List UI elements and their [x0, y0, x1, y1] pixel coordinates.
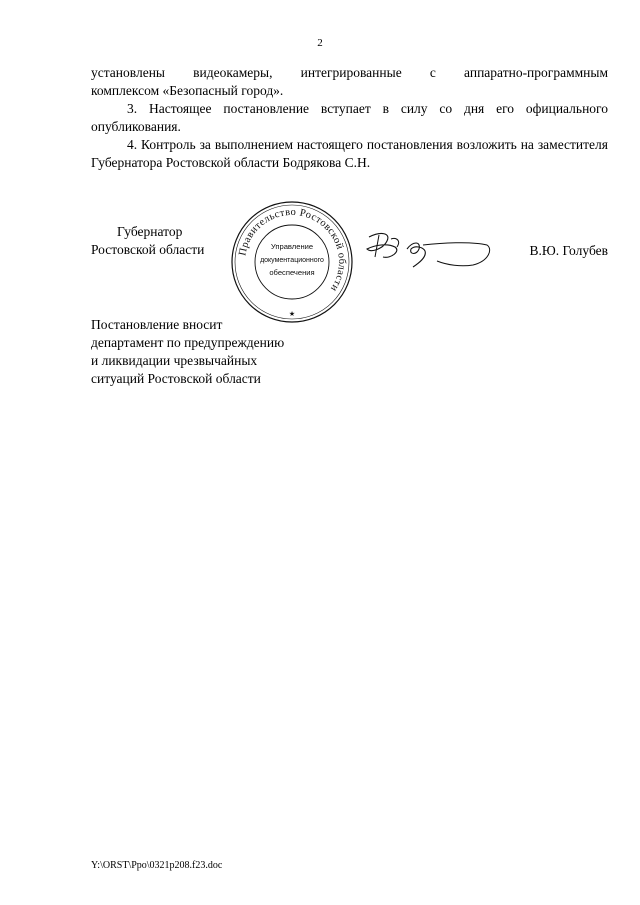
seal-inner-line1: Управление	[270, 242, 314, 251]
seal-inner-line2: документационного	[260, 257, 324, 264]
handwritten-signature	[361, 227, 501, 271]
submitter-line: и ликвидации чрезвычайных	[91, 353, 258, 368]
document-body	[91, 64, 608, 172]
paragraph-continuation-text1: установлены видеокамеры, интегрированные с аппаратно-программным	[91, 65, 608, 80]
page-number: 2	[317, 37, 323, 49]
submitter-line: Постановление вносит	[91, 317, 223, 332]
submitter-note	[91, 316, 284, 388]
governor-title	[91, 223, 204, 259]
submitter-line: ситуаций Ростовской области	[91, 371, 261, 386]
paragraph-continuation-line2	[91, 82, 608, 100]
paragraph-continuation-text2: комплексом «Безопасный город».	[91, 83, 284, 98]
paragraph-3: 3. Настоящее постановление вступает в силу со дня его официального опубликования.	[91, 101, 608, 134]
paragraph-4: 4. Контроль за выполнением настоящего постановления возложить на заместителя Губернатора Ростовской области Бодрякова С.Н.	[91, 137, 608, 170]
paragraph-continuation-line1	[91, 64, 608, 82]
file-path: Y:\ORST\Ppo\0321p208.f23.doc	[91, 860, 223, 871]
governor-title-line2: Ростовской области	[91, 242, 205, 257]
governor-title-line1: Губернатор	[117, 224, 183, 239]
official-seal	[230, 200, 354, 324]
signature-block	[91, 206, 608, 318]
svg-text:★: ★	[288, 310, 296, 318]
signatory-name: В.Ю. Голубев	[529, 243, 608, 258]
seal-inner-line3: обеспечения	[269, 268, 315, 277]
seal-outer-text: Правительство Ростовской области	[237, 206, 348, 294]
submitter-line: департамент по предупреждению	[91, 335, 285, 350]
